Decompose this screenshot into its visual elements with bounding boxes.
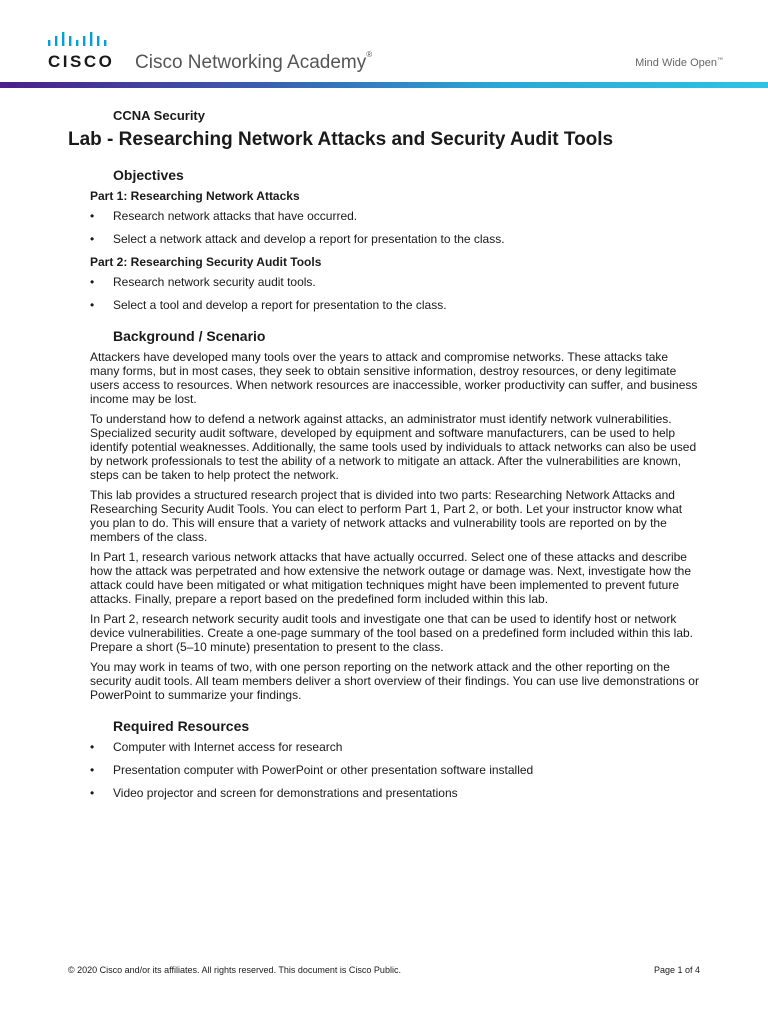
background-heading: Background / Scenario [113, 328, 266, 344]
list-item: • Video projector and screen for demonstrations and presentations [90, 786, 700, 800]
resources-heading: Required Resources [113, 718, 250, 734]
tagline-label: Mind Wide Open [635, 57, 717, 69]
list-item: • Presentation computer with PowerPoint or other presentation software installed [90, 763, 700, 777]
background-paragraph: You may work in teams of two, with one person reporting on the network attack and the other reporting on the security audit tools. All team members deliver a short overview of their findings. You can use live demonstrations or PowerPoint to summarize your findings. [90, 660, 699, 702]
list-item: • Select a tool and develop a report for presentation to the class. [90, 298, 700, 312]
academy-label: Cisco Networking Academy [135, 52, 367, 73]
background-paragraph: This lab provides a structured research project that is divided into two parts: Researching Network Attacks and Researching Security Audit Tools. You can elect to perform Part 1, Part 2, or both. Let your instructor know what you plan to do. This will ensure that a variety of network attacks and vulnerability tools are reported on by the members of the class. [90, 488, 683, 544]
list-item: • Research network attacks that have occurred. [90, 209, 700, 223]
document-body [68, 108, 700, 809]
course-name: CCNA Security [113, 108, 205, 123]
tagline [635, 57, 723, 69]
list-item: • Research network security audit tools. [90, 275, 700, 289]
objectives-heading: Objectives [113, 167, 184, 183]
academy-name [135, 49, 373, 74]
list-item: • Computer with Internet access for research [90, 740, 700, 754]
registered-mark: ® [366, 49, 373, 59]
part1-heading: Part 1: Researching Network Attacks [90, 189, 300, 203]
part2-list [68, 275, 700, 312]
background-paragraph: In Part 2, research network security audit tools and investigate one that can be used to identify host or network device vulnerabilities. Create a one-page summary of the tool based on a predefined form included within this lab. Prepare a short (5–10 minute) presentation to present to the class. [90, 612, 694, 654]
list-item: • Select a network attack and develop a report for presentation to the class. [90, 232, 700, 246]
background-paragraph: Attackers have developed many tools over the years to attack and compromise networks. These attacks take many forms, but in most cases, they seek to obtain sensitive information, destroy resources, or deny legitimate users access to resources. When network resources are inaccessible, worker productivity can suffer, and business income may be lost. [90, 350, 698, 406]
background-paragraph: To understand how to defend a network against attacks, an administrator must identify network vulnerabilities. Specialized security audit software, developed by equipment and software manufacturers, can be used to help identify potential weaknesses. Additionally, the same tools used by individuals to attack networks can also be used by network professionals to test the ability of a network to mitigate an attack. After the vulnerabilities are known, steps can be taken to help protect the network. [90, 412, 697, 482]
cisco-bridge-icon [48, 30, 118, 48]
page-number: Page 1 of 4 [653, 965, 700, 975]
copyright-text: © 2020 Cisco and/or its affiliates. All rights reserved. This document is Cisco Public. [68, 965, 401, 975]
page-header [0, 0, 768, 88]
background-paragraph: In Part 1, research various network attacks that have actually occurred. Select one of these attacks and describe how the attack was perpetrated and how extensive the network outage or damage was. Next, investigate how the attack could have been mitigated or what mitigation techniques might have been implemented to prevent future attacks. Finally, prepare a report based on the predefined form included within this lab. [90, 550, 692, 606]
resources-list [68, 740, 700, 800]
part1-list [68, 209, 700, 246]
part2-heading: Part 2: Researching Security Audit Tools [90, 255, 322, 269]
cisco-wordmark: CISCO [48, 52, 115, 71]
trademark-mark: ™ [717, 57, 723, 64]
page-title: Lab - Researching Network Attacks and Security Audit Tools [68, 129, 614, 150]
header-gradient-bar [0, 82, 768, 88]
